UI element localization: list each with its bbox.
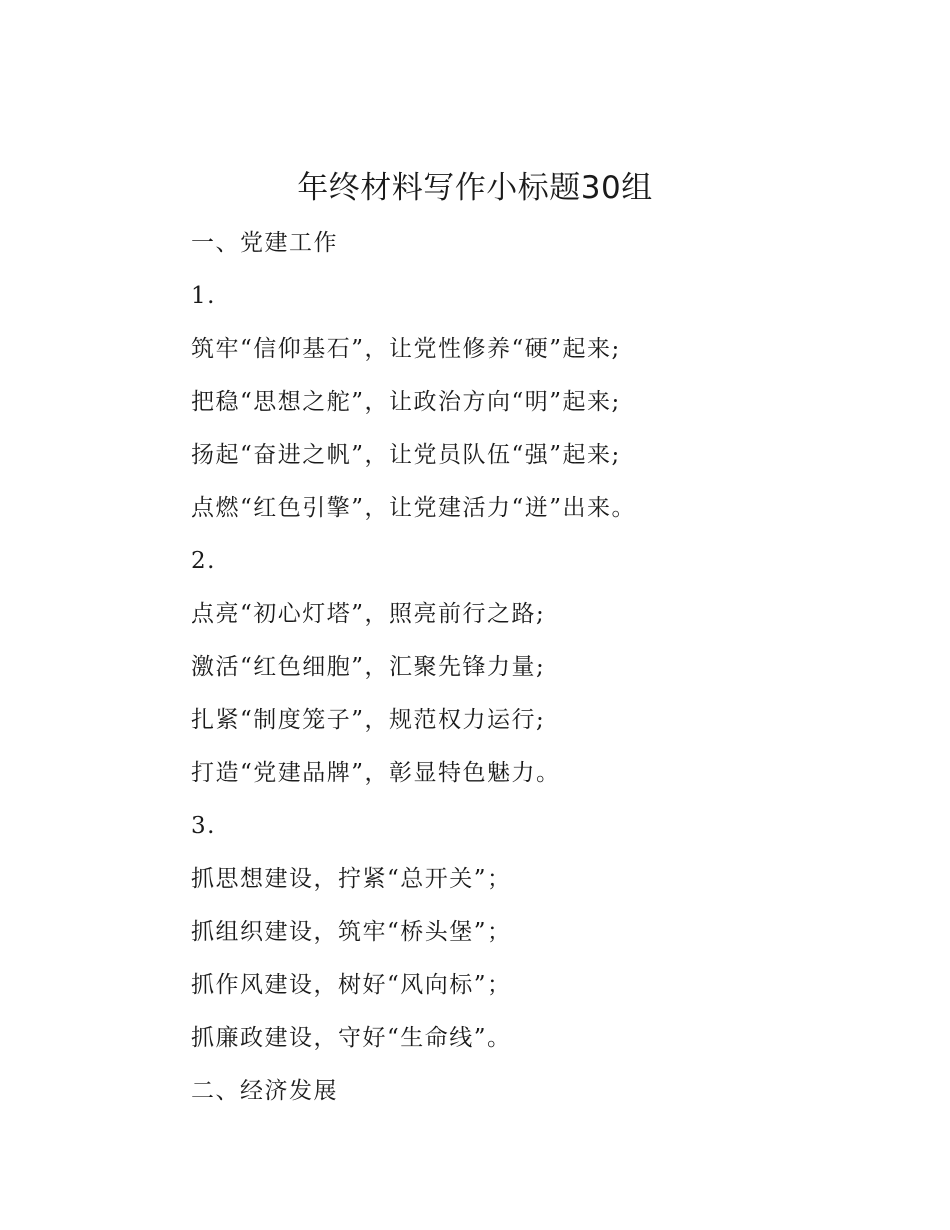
document-title: 年终材料写作小标题30组: [297, 170, 653, 206]
text-line: 筑牢“信仰基石”，让党性修养“硬”起来;: [191, 336, 621, 362]
text-line: 点燃“红色引擎”，让党建活力“迸”出来。: [191, 495, 637, 521]
group-number-3: 3.: [191, 813, 216, 839]
text-line: 抓组织建设，筑牢“桥头堡”；: [191, 919, 512, 945]
group-number-2: 2.: [191, 548, 216, 574]
text-line: 点亮“初心灯塔”，照亮前行之路;: [191, 601, 546, 627]
text-line: 激活“红色细胞”，汇聚先锋力量;: [191, 654, 546, 680]
section-heading-party-building: 一、党建工作: [191, 230, 338, 256]
text-line: 抓作风建设，树好“风向标”；: [191, 972, 512, 998]
text-line: 把稳“思想之舵”，让政治方向“明”起来;: [191, 389, 621, 415]
group-number-1: 1.: [191, 283, 216, 309]
text-line: 抓廉政建设，守好“生命线”。: [191, 1025, 512, 1051]
text-line: 抓思想建设，拧紧“总开关”；: [191, 866, 512, 892]
section-heading-economic-development: 二、经济发展: [191, 1078, 338, 1104]
text-line: 打造“党建品牌”，彰显特色魅力。: [191, 760, 561, 786]
text-line: 扬起“奋进之帆”，让党员队伍“强”起来;: [191, 442, 621, 468]
text-line: 扎紧“制度笼子”，规范权力运行;: [191, 707, 546, 733]
document-body: [191, 217, 891, 1118]
